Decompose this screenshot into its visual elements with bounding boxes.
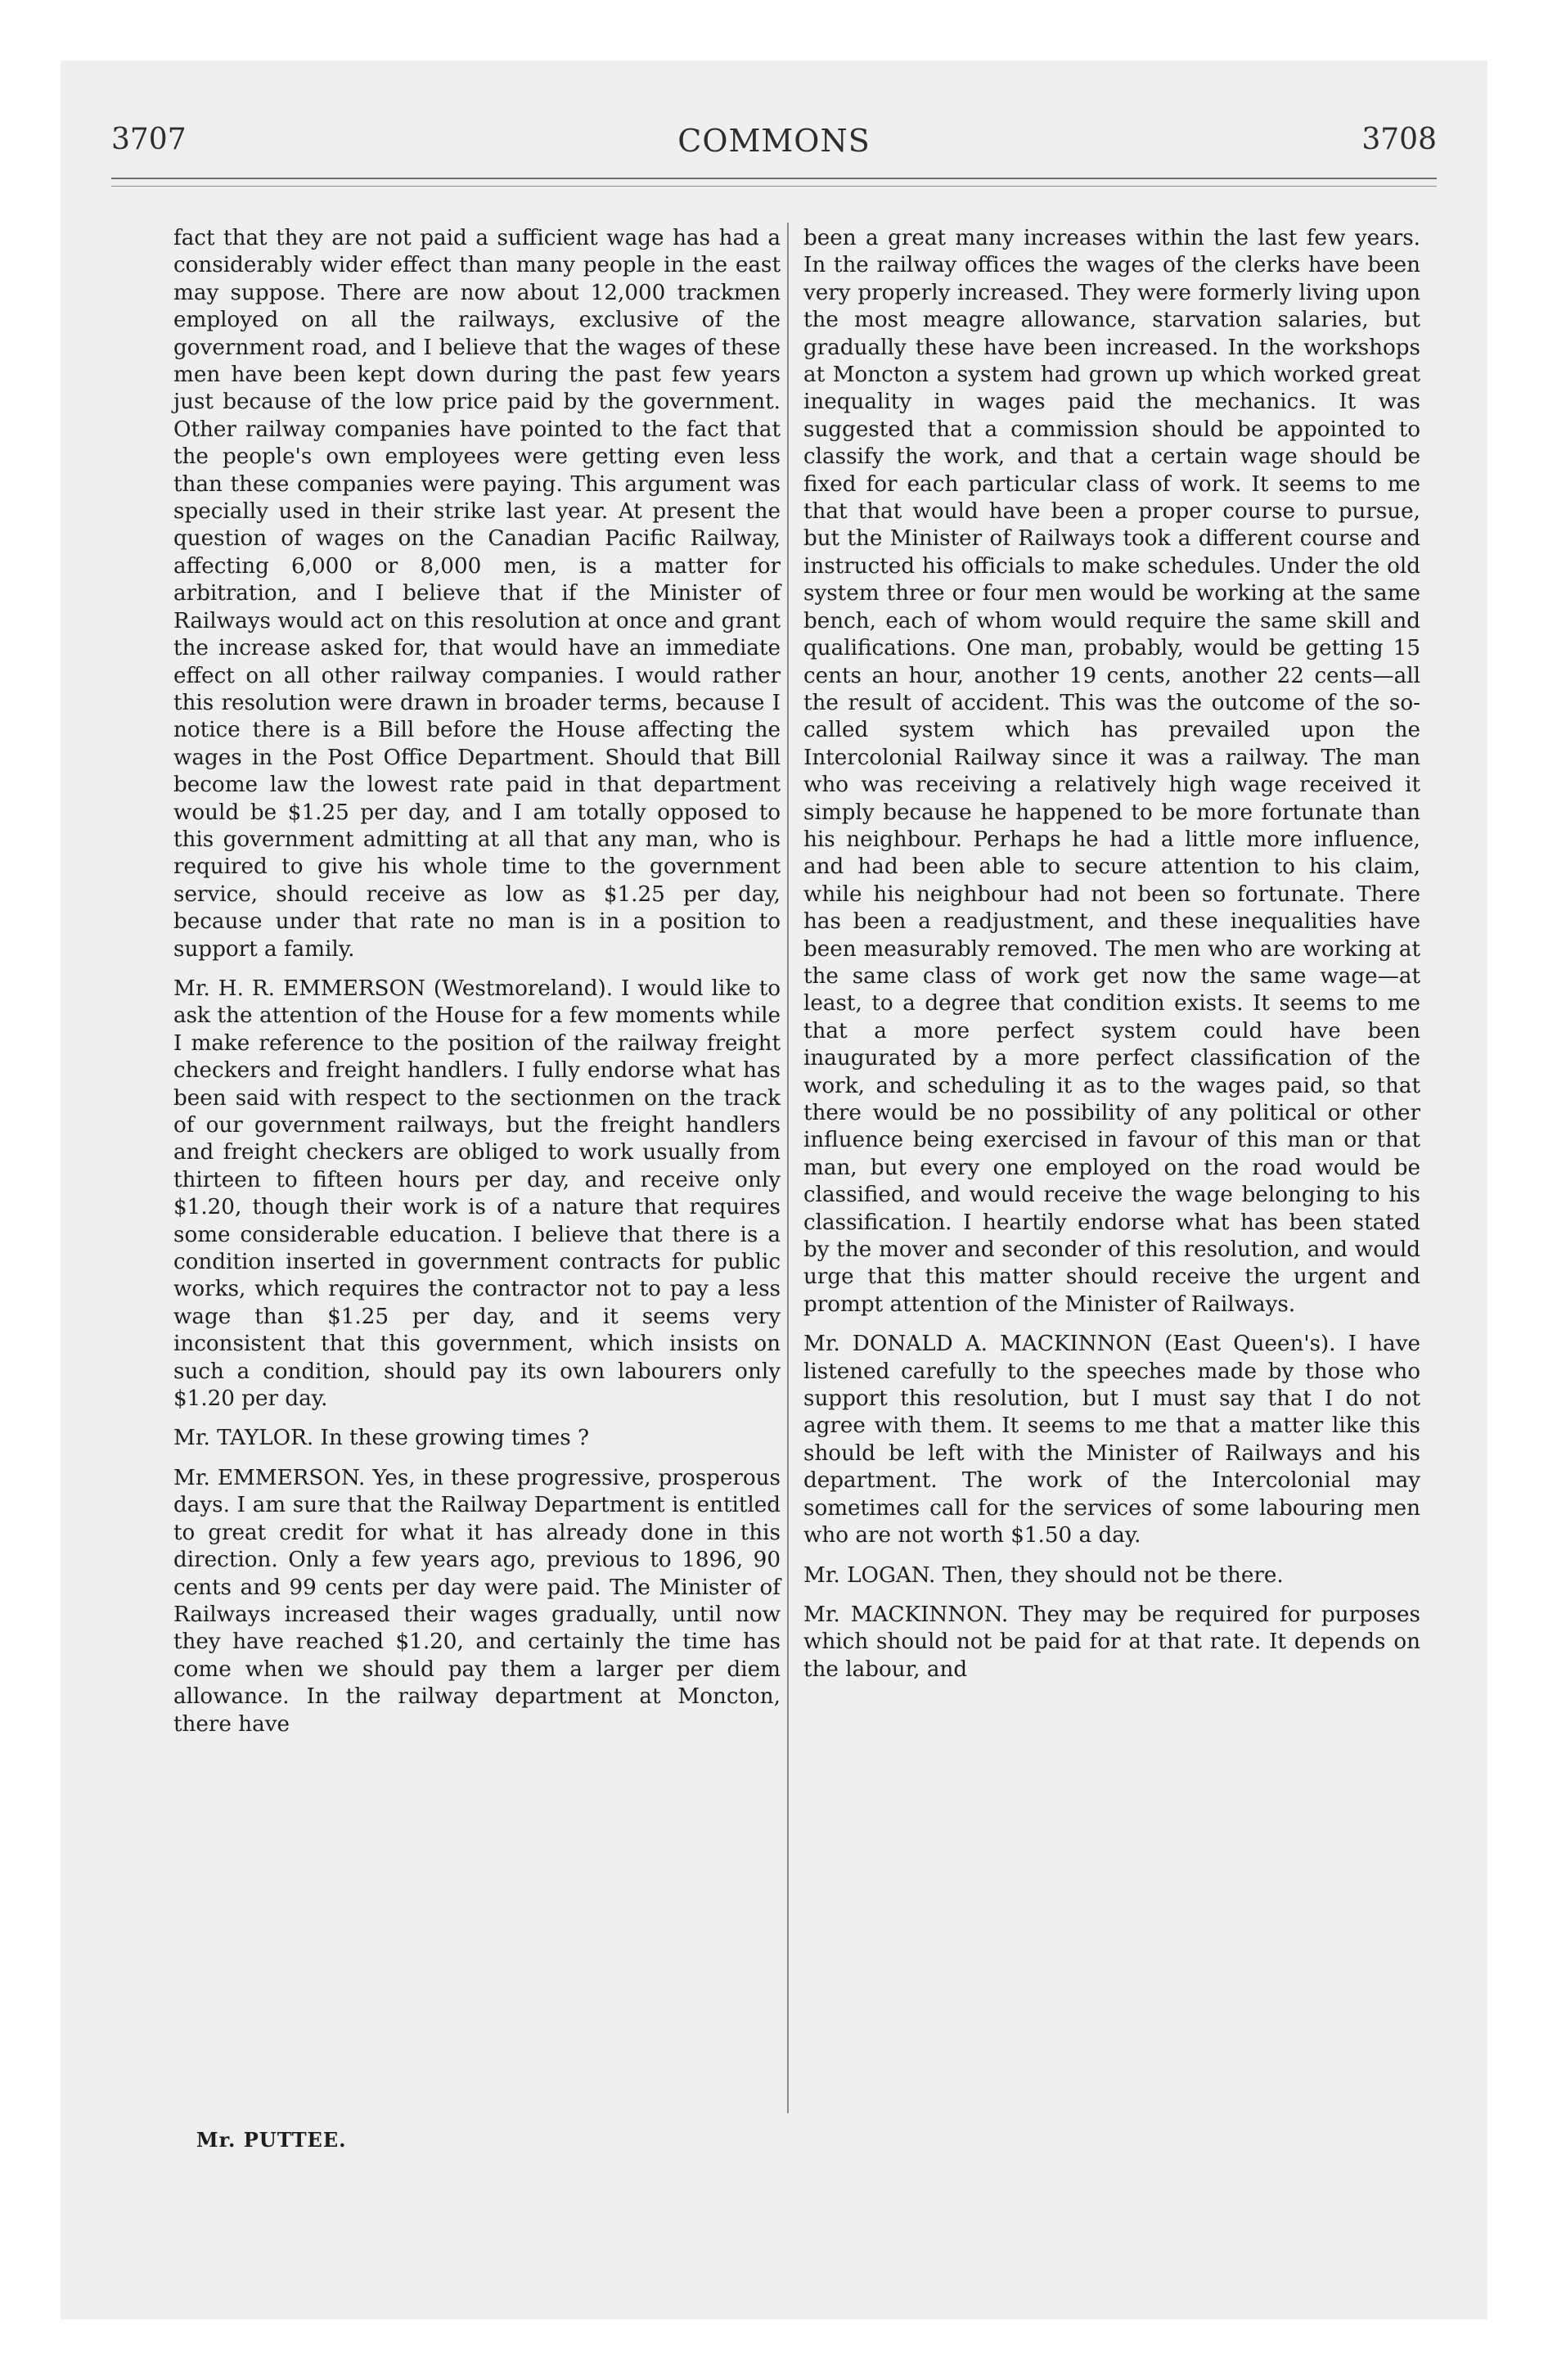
catchword: Mr. PUTTEE.	[196, 2128, 347, 2152]
paragraph: Mr. TAYLOR. In these growing times ?	[173, 1426, 590, 1451]
paragraph: Mr. LOGAN. Then, they should not be there.	[803, 1562, 1284, 1588]
column-divider	[787, 223, 789, 2113]
page-number-left: 3707	[111, 123, 187, 156]
right-column	[803, 225, 1420, 1696]
running-head: COMMONS	[677, 123, 871, 159]
paragraph: Mr. EMMERSON. Yes, in these progressive, prosperous days. I am sure that the Railway Department is entitled to great credit for what it has already done in this direction. Only a few years ago, previous to 1896, 90 cents and 99 cents per day were paid. The Minister of Railways increased their wages gradually, until now they have reached $1.20, and certainly the time has come when we should pay them a larger per diem allowance. In the railway department at Moncton, there have	[173, 1465, 781, 1737]
page-header	[111, 123, 1437, 172]
paragraph: fact that they are not paid a sufficient wage has had a considerably wider effect than many people in the east may suppose. There are now about 12,000 trackmen employed on all the railways, exclusive of the government road, and I believe that the wages of these men have been kept down during the past few years just because of the low price paid by the government. Other railway companies have pointed to the fact that the people's own employees were getting even less than these companies were paying. This argument was specially used in their strike last year. At present the question of wages on the Canadian Pacific Railway, affecting 6,000 or 8,000 men, is a matter for arbitration, and I believe that if the Minister of Railways would act on this resolution at once and grant the increase asked for, that would have an immediate effect on all other railway companies. I would rather this resolution were drawn in broader terms, because I notice there is a Bill before the House affecting the wages in the Post Office Department. Should that Bill become law the lowest rate paid in that department would be $1.25 per day, and I am totally opposed to this government admitting at all that any man, who is required to give his whole time to the government service, should receive as low as $1.25 per day, because under that rate no man is in a position to support a family.	[173, 226, 781, 962]
left-column	[173, 225, 781, 1751]
paragraph: Mr. H. R. EMMERSON (Westmoreland). I would like to ask the attention of the House for a few moments while I make reference to the position of the railway freight checkers and freight handlers. I fully endorse what has been said with respect to the sectionmen on the track of our government railways, but the freight handlers and freight checkers are obliged to work usually from thirteen to fifteen hours per day, and receive only $1.20, though their work is of a nature that requires some considerable education. I believe that there is a condition inserted in government contracts for public works, which requires the contractor not to pay a less wage than $1.25 per day, and it seems very inconsistent that this government, which insists on such a condition, should pay its own labourers only $1.20 per day.	[173, 976, 781, 1412]
paragraph: Mr. MACKINNON. They may be required for purposes which should not be paid for at that rate. It depends on the labour, and	[803, 1602, 1420, 1682]
paragraph: Mr. DONALD A. MACKINNON (East Queen's). I have listened carefully to the speeches made by those who support this resolution, but I must say that I do not agree with them. It seems to me that a matter like this should be left with the Minister of Railways and his department. The work of the Intercolonial may sometimes call for the services of some labouring men who are not worth $1.50 a day.	[803, 1332, 1420, 1548]
paragraph: been a great many increases within the last few years. In the railway offices the wages of the clerks have been very properly increased. They were formerly living upon the most meagre allowance, starvation salaries, but gradually these have been increased. In the workshops at Moncton a system had grown up which worked great inequality in wages paid the mechanics. It was suggested that a commission should be appointed to classify the work, and that a certain wage should be fixed for each particular class of work. It seems to me that that would have been a proper course to pursue, but the Minister of Railways took a different course and instructed his officials to make schedules. Under the old system three or four men would be working at the same bench, each of whom would require the same skill and qualifications. One man, probably, would be getting 15 cents an hour, another 19 cents, another 22 cents—all the result of accident. This was the outcome of the so-called system which has prevailed upon the Intercolonial Railway since it was a railway. The man who was receiving a relatively high wage received it simply because he happened to be more fortunate than his neighbour. Perhaps he had a little more influence, and had been able to secure attention to his claim, while his neighbour had not been so fortunate. There has been a readjustment, and these inequalities have been measurably removed. The men who are working at the same class of work get now the same wage—at least, to a degree that condition exists. It seems to me that a more perfect system could have been inaugurated by a more perfect classification of the work, and scheduling it as to the wages paid, so that there would be no possibility of any political or other influence being exercised in favour of this man or that man, but every one employed on the road would be classified, and would receive the wage belonging to his classification. I heartily endorse what has been stated by the mover and seconder of this resolution, and would urge that this matter should receive the urgent and prompt attention of the Minister of Railways.	[803, 226, 1420, 1317]
header-rule	[111, 178, 1437, 179]
header-rule-thin	[111, 186, 1437, 187]
page-number-right: 3708	[1361, 123, 1437, 156]
